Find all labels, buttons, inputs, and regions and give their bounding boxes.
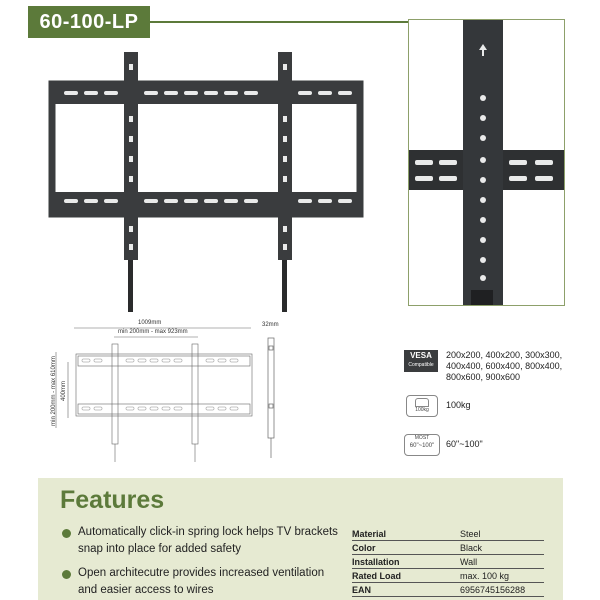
spec-value: Wall [460, 555, 544, 569]
spec-key: EAN [352, 583, 460, 597]
hole-span-label: min 200mm - max 923mm [118, 329, 188, 335]
screen-size-range: 60"~100" [446, 439, 483, 449]
spec-value: Black [460, 541, 544, 555]
vesa-badge-sub: Compatible [408, 362, 434, 368]
product-image [40, 40, 380, 320]
spec-key: Rated Load [352, 569, 460, 583]
features-title: Features [60, 486, 165, 514]
table-row [352, 555, 544, 569]
side-profile [262, 334, 282, 464]
weight-badge: 100kg [415, 407, 429, 413]
feature-item: Automatically click-in spring lock helps TV brackets snap into place for added safety [78, 526, 338, 555]
screen-badge: MOST [414, 435, 430, 441]
feature-item: Open architecutre provides increased ventilation and easier access to wires [78, 567, 325, 596]
detail-closeup [408, 19, 565, 306]
model-title: 60-100-LP [28, 6, 150, 38]
spec-value: max. 100 kg [460, 569, 544, 583]
spec-key: Installation [352, 555, 460, 569]
dimension-lines [48, 318, 268, 478]
vesa-patterns: 200x200, 400x200, 300x300, 400x400, 600x400, 800x400, 800x600, 900x600 [446, 350, 563, 382]
table-row [352, 583, 544, 597]
spec-key: Color [352, 541, 460, 555]
bullet-icon [62, 529, 71, 538]
table-row [352, 541, 544, 555]
hole-height-label: min 200mm - max 610mm [51, 356, 57, 426]
vesa-icon [404, 350, 438, 372]
weight-capacity: 100kg [446, 400, 471, 410]
spec-value: 6956745156288 [460, 583, 544, 597]
table-row [352, 569, 544, 583]
title-divider [150, 21, 412, 23]
spec-key: Material [352, 527, 460, 541]
dimension-drawing [48, 318, 268, 478]
spec-table [352, 527, 544, 597]
weight-icon [406, 395, 438, 417]
screen-size-icon [404, 434, 440, 456]
depth-label: 32mm [262, 322, 279, 328]
height-label: 400mm [61, 381, 67, 402]
overall-width-label: 1009mm [138, 320, 162, 326]
bullet-icon [62, 570, 71, 579]
screen-badge-sub: 60"~100" [409, 443, 435, 449]
spec-value: Steel [460, 527, 544, 541]
table-row [352, 527, 544, 541]
vesa-badge: VESA [410, 351, 432, 360]
